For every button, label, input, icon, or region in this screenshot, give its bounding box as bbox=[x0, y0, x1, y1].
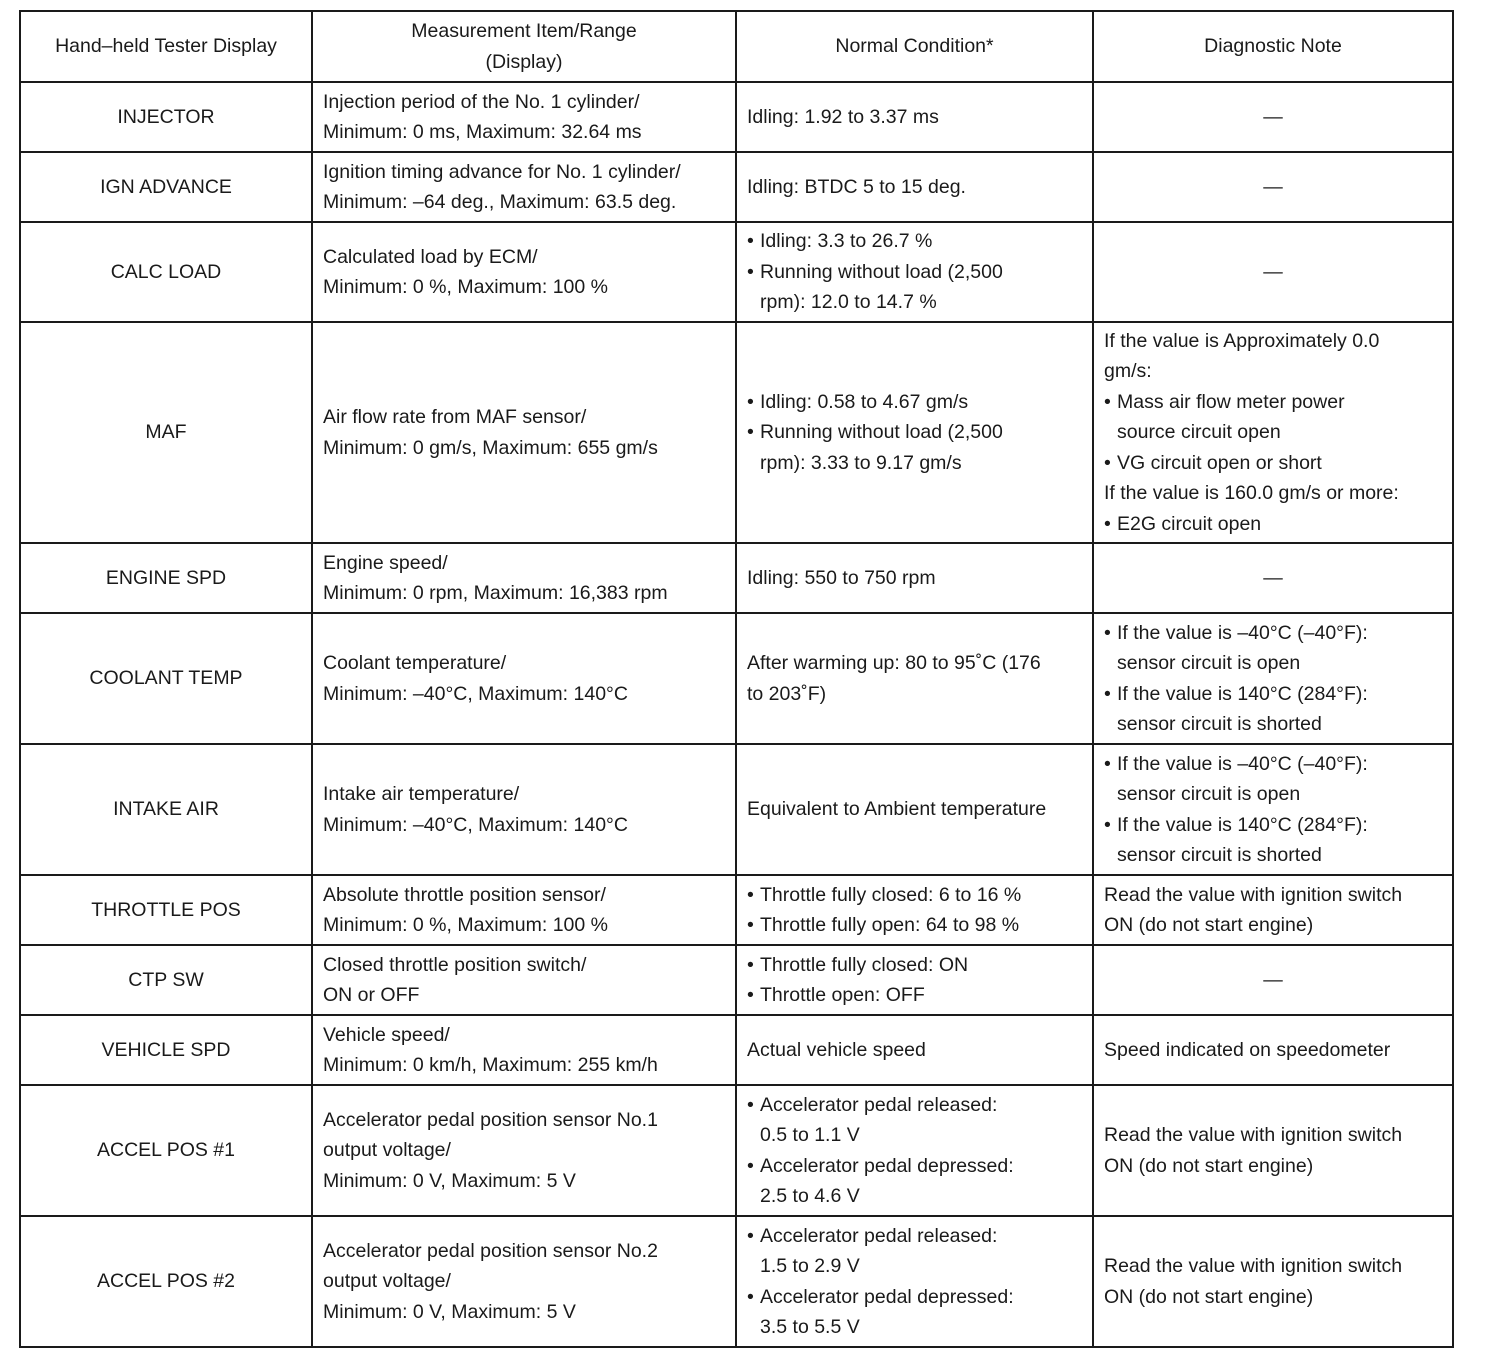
cell-measurement-range bbox=[312, 875, 736, 945]
cell-diagnostic-note bbox=[1093, 744, 1453, 875]
cell-tester-display bbox=[20, 82, 312, 152]
cell-tester-display bbox=[20, 945, 312, 1015]
bullet-item bbox=[1104, 387, 1442, 448]
text-line: Running without load (2,500 bbox=[760, 421, 1003, 444]
bullet-item bbox=[747, 1151, 1082, 1212]
text-line: Ignition timing advance for No. 1 cylinder/ bbox=[323, 160, 681, 183]
table-row bbox=[20, 322, 1453, 543]
tester-display-item: ACCEL POS #1 bbox=[96, 1139, 235, 1162]
text-line: rpm): 3.33 to 9.17 gm/s bbox=[760, 451, 962, 474]
cell-normal-condition bbox=[736, 744, 1093, 875]
cell-diagnostic-note bbox=[1093, 222, 1453, 322]
header-line: Diagnostic Note bbox=[1204, 35, 1342, 58]
text-line: Absolute throttle position sensor/ bbox=[323, 883, 606, 906]
text-line: sensor circuit is shorted bbox=[1117, 844, 1322, 866]
cell-measurement-range bbox=[312, 613, 736, 744]
tester-display-item: CALC LOAD bbox=[110, 260, 222, 283]
bullet-item bbox=[747, 417, 1082, 478]
text-line: Throttle fully open: 64 to 98 % bbox=[760, 914, 1020, 936]
text-line: Idling: BTDC 5 to 15 deg. bbox=[747, 175, 966, 198]
text-line: Accelerator pedal released: bbox=[760, 1224, 998, 1247]
table-row bbox=[20, 82, 1453, 152]
tester-display-item: THROTTLE POS bbox=[91, 898, 241, 921]
bullet-item bbox=[1104, 810, 1442, 871]
text-line: Minimum: 0 ms, Maximum: 32.64 ms bbox=[323, 121, 642, 143]
bullet-item bbox=[747, 950, 1082, 981]
tester-display-item: IGN ADVANCE bbox=[100, 175, 232, 198]
bullet-item bbox=[747, 980, 1082, 1011]
text-line: Air flow rate from MAF sensor/ bbox=[323, 406, 587, 428]
table-row bbox=[20, 1015, 1453, 1085]
tester-display-item: CTP SW bbox=[128, 968, 204, 991]
cell-diagnostic-note bbox=[1093, 945, 1453, 1015]
bullet-icon: • bbox=[1104, 512, 1111, 535]
table-row bbox=[20, 222, 1453, 322]
bullet-icon: • bbox=[1104, 682, 1111, 705]
header-line: Measurement Item/Range bbox=[411, 20, 637, 42]
cell-tester-display bbox=[20, 875, 312, 945]
bullet-item bbox=[747, 387, 1082, 418]
bullet-icon: • bbox=[747, 260, 754, 283]
bullet-icon: • bbox=[747, 953, 754, 976]
text-line: — bbox=[1263, 105, 1283, 128]
text-line: Accelerator pedal depressed: bbox=[760, 1285, 1014, 1308]
text-line: Minimum: 0 V, Maximum: 5 V bbox=[323, 1300, 576, 1323]
bullet-icon: • bbox=[747, 883, 754, 906]
text-line: to 203˚F) bbox=[747, 682, 827, 705]
text-line: 0.5 to 1.1 V bbox=[760, 1124, 860, 1146]
bullet-item bbox=[747, 1221, 1082, 1282]
cell-normal-condition bbox=[736, 1015, 1093, 1085]
cell-diagnostic-note bbox=[1093, 1015, 1453, 1085]
cell-tester-display bbox=[20, 322, 312, 543]
text-line: Minimum: 0 rpm, Maximum: 16,383 rpm bbox=[323, 582, 668, 604]
text-line: Minimum: 0 km/h, Maximum: 255 km/h bbox=[323, 1054, 658, 1076]
cell-measurement-range bbox=[312, 222, 736, 322]
bullet-icon: • bbox=[747, 984, 754, 1006]
cell-measurement-range bbox=[312, 945, 736, 1015]
header-measurement-item bbox=[312, 11, 736, 82]
text-line: Minimum: 0 %, Maximum: 100 % bbox=[323, 276, 608, 298]
header-line: Normal Condition* bbox=[835, 35, 994, 58]
text-line: Accelerator pedal released: bbox=[760, 1093, 998, 1116]
text-line: rpm): 12.0 to 14.7 % bbox=[760, 291, 937, 314]
cell-tester-display bbox=[20, 222, 312, 322]
cell-tester-display bbox=[20, 613, 312, 744]
text-line: Speed indicated on speedometer bbox=[1104, 1038, 1391, 1061]
text-line: If the value is 140°C (284°F): bbox=[1117, 813, 1368, 836]
text-line: Mass air flow meter power bbox=[1117, 390, 1345, 413]
text-line: Minimum: –40°C, Maximum: 140°C bbox=[323, 813, 628, 836]
bullet-icon: • bbox=[1104, 813, 1111, 836]
text-line: If the value is Approximately 0.0 bbox=[1104, 329, 1380, 352]
cell-measurement-range bbox=[312, 543, 736, 613]
cell-tester-display bbox=[20, 1015, 312, 1085]
text-line: Throttle open: OFF bbox=[760, 984, 925, 1006]
text-line: Throttle fully closed: 6 to 16 % bbox=[760, 883, 1022, 906]
cell-normal-condition bbox=[736, 1216, 1093, 1347]
text-line: sensor circuit is open bbox=[1117, 783, 1301, 805]
text-line: VG circuit open or short bbox=[1117, 451, 1322, 474]
tester-display-item: ACCEL POS #2 bbox=[96, 1270, 235, 1293]
header-line: (Display) bbox=[485, 50, 563, 73]
bullet-icon: • bbox=[1104, 752, 1111, 775]
bullet-icon: • bbox=[747, 1285, 754, 1308]
bullet-icon: • bbox=[1104, 390, 1111, 413]
cell-measurement-range bbox=[312, 152, 736, 222]
table-row bbox=[20, 1085, 1453, 1216]
bullet-item bbox=[747, 880, 1082, 911]
text-line: Engine speed/ bbox=[323, 551, 448, 574]
cell-measurement-range bbox=[312, 1015, 736, 1085]
cell-normal-condition bbox=[736, 875, 1093, 945]
cell-normal-condition bbox=[736, 613, 1093, 744]
bullet-item bbox=[747, 1090, 1082, 1151]
tester-display-item: COOLANT TEMP bbox=[89, 667, 243, 690]
bullet-item bbox=[1104, 679, 1442, 740]
tester-display-item: VEHICLE SPD bbox=[101, 1038, 231, 1061]
text-line: Minimum: –40°C, Maximum: 140°C bbox=[323, 682, 628, 705]
bullet-item bbox=[747, 226, 1082, 257]
bullet-item bbox=[747, 910, 1082, 941]
cell-tester-display bbox=[20, 152, 312, 222]
text-line: Read the value with ignition switch bbox=[1104, 1124, 1403, 1146]
bullet-item bbox=[747, 1282, 1082, 1343]
table-row bbox=[20, 152, 1453, 222]
bullet-icon: • bbox=[747, 1154, 754, 1177]
bullet-item bbox=[1104, 448, 1442, 479]
text-line: ON (do not start engine) bbox=[1104, 1154, 1314, 1177]
table-row bbox=[20, 945, 1453, 1015]
text-line: Closed throttle position switch/ bbox=[323, 953, 587, 976]
cell-normal-condition bbox=[736, 152, 1093, 222]
text-line: gm/s: bbox=[1104, 360, 1152, 383]
cell-diagnostic-note bbox=[1093, 82, 1453, 152]
cell-diagnostic-note bbox=[1093, 322, 1453, 543]
cell-normal-condition bbox=[736, 222, 1093, 322]
text-line: Idling: 3.3 to 26.7 % bbox=[760, 230, 933, 253]
bullet-icon: • bbox=[1104, 451, 1111, 474]
bullet-icon: • bbox=[747, 230, 754, 253]
cell-tester-display bbox=[20, 543, 312, 613]
text-line: output voltage/ bbox=[323, 1270, 451, 1293]
text-line: ON (do not start engine) bbox=[1104, 914, 1314, 936]
text-line: ON or OFF bbox=[323, 984, 420, 1006]
text-line: If the value is 160.0 gm/s or more: bbox=[1104, 482, 1399, 505]
text-line: Accelerator pedal depressed: bbox=[760, 1154, 1014, 1177]
cell-measurement-range bbox=[312, 1085, 736, 1216]
text-line: Throttle fully closed: ON bbox=[760, 953, 969, 976]
table-row bbox=[20, 543, 1453, 613]
cell-diagnostic-note bbox=[1093, 1216, 1453, 1347]
bullet-item bbox=[1104, 618, 1442, 679]
header-line: Hand–held Tester Display bbox=[55, 35, 277, 58]
cell-diagnostic-note bbox=[1093, 543, 1453, 613]
text-line: 1.5 to 2.9 V bbox=[760, 1255, 860, 1277]
bullet-icon: • bbox=[747, 914, 754, 936]
header-tester-display bbox=[20, 11, 312, 82]
text-line: ON (do not start engine) bbox=[1104, 1285, 1314, 1308]
text-line: — bbox=[1263, 260, 1283, 283]
cell-measurement-range bbox=[312, 1216, 736, 1347]
tester-display-item: INJECTOR bbox=[117, 105, 215, 128]
tester-display-item: INTAKE AIR bbox=[113, 798, 219, 821]
bullet-icon: • bbox=[747, 390, 754, 413]
cell-tester-display bbox=[20, 744, 312, 875]
text-line: Read the value with ignition switch bbox=[1104, 883, 1403, 906]
text-line: If the value is –40°C (–40°F): bbox=[1117, 621, 1368, 644]
text-line: Minimum: 0 gm/s, Maximum: 655 gm/s bbox=[323, 436, 658, 459]
bullet-icon: • bbox=[1104, 621, 1111, 644]
tester-display-item: ENGINE SPD bbox=[105, 566, 227, 589]
text-line: Equivalent to Ambient temperature bbox=[747, 798, 1047, 821]
cell-tester-display bbox=[20, 1216, 312, 1347]
cell-measurement-range bbox=[312, 322, 736, 543]
cell-normal-condition bbox=[736, 322, 1093, 543]
text-line: — bbox=[1263, 968, 1283, 991]
bullet-icon: • bbox=[747, 421, 754, 444]
table-row bbox=[20, 875, 1453, 945]
text-line: Calculated load by ECM/ bbox=[323, 245, 538, 268]
table-row bbox=[20, 744, 1453, 875]
text-line: Actual vehicle speed bbox=[747, 1038, 926, 1061]
text-line: Vehicle speed/ bbox=[323, 1023, 450, 1046]
text-line: Intake air temperature/ bbox=[323, 783, 520, 805]
text-line: Idling: 1.92 to 3.37 ms bbox=[747, 105, 939, 128]
text-line: output voltage/ bbox=[323, 1139, 451, 1162]
text-line: Minimum: 0 V, Maximum: 5 V bbox=[323, 1169, 576, 1192]
text-line: source circuit open bbox=[1117, 421, 1281, 444]
text-line: Minimum: –64 deg., Maximum: 63.5 deg. bbox=[323, 191, 677, 213]
text-line: Idling: 0.58 to 4.67 gm/s bbox=[760, 390, 969, 413]
cell-normal-condition bbox=[736, 945, 1093, 1015]
table-row bbox=[20, 613, 1453, 744]
cell-normal-condition bbox=[736, 543, 1093, 613]
bullet-icon: • bbox=[747, 1224, 754, 1247]
bullet-item bbox=[747, 257, 1082, 318]
text-line: 3.5 to 5.5 V bbox=[760, 1316, 860, 1338]
text-line: Accelerator pedal position sensor No.2 bbox=[323, 1239, 658, 1262]
header-row bbox=[20, 11, 1453, 82]
data-list-table bbox=[19, 10, 1454, 1348]
text-line: sensor circuit is open bbox=[1117, 652, 1301, 674]
cell-diagnostic-note bbox=[1093, 1085, 1453, 1216]
header-diagnostic-note bbox=[1093, 11, 1453, 82]
text-line: Running without load (2,500 bbox=[760, 260, 1003, 283]
text-line: Accelerator pedal position sensor No.1 bbox=[323, 1108, 658, 1131]
text-line: sensor circuit is shorted bbox=[1117, 713, 1322, 735]
text-line: — bbox=[1263, 175, 1283, 198]
bullet-icon: • bbox=[747, 1093, 754, 1116]
bullet-item bbox=[1104, 749, 1442, 810]
text-line: After warming up: 80 to 95˚C (176 bbox=[747, 652, 1041, 674]
header-normal-condition bbox=[736, 11, 1093, 82]
text-line: Read the value with ignition switch bbox=[1104, 1255, 1403, 1277]
text-line: E2G circuit open bbox=[1117, 512, 1262, 535]
text-line: 2.5 to 4.6 V bbox=[760, 1185, 860, 1207]
text-line: Idling: 550 to 750 rpm bbox=[747, 566, 936, 589]
cell-measurement-range bbox=[312, 744, 736, 875]
cell-normal-condition bbox=[736, 1085, 1093, 1216]
cell-tester-display bbox=[20, 1085, 312, 1216]
text-line: — bbox=[1263, 566, 1283, 589]
cell-diagnostic-note bbox=[1093, 875, 1453, 945]
cell-diagnostic-note bbox=[1093, 613, 1453, 744]
text-line: Coolant temperature/ bbox=[323, 652, 507, 674]
text-line: Injection period of the No. 1 cylinder/ bbox=[323, 90, 640, 113]
bullet-item bbox=[1104, 509, 1442, 540]
cell-diagnostic-note bbox=[1093, 152, 1453, 222]
text-line: If the value is –40°C (–40°F): bbox=[1117, 752, 1368, 775]
text-line: Minimum: 0 %, Maximum: 100 % bbox=[323, 914, 608, 936]
cell-measurement-range bbox=[312, 82, 736, 152]
tester-display-item: MAF bbox=[145, 421, 187, 444]
text-line: If the value is 140°C (284°F): bbox=[1117, 682, 1368, 705]
cell-normal-condition bbox=[736, 82, 1093, 152]
table-row bbox=[20, 1216, 1453, 1347]
